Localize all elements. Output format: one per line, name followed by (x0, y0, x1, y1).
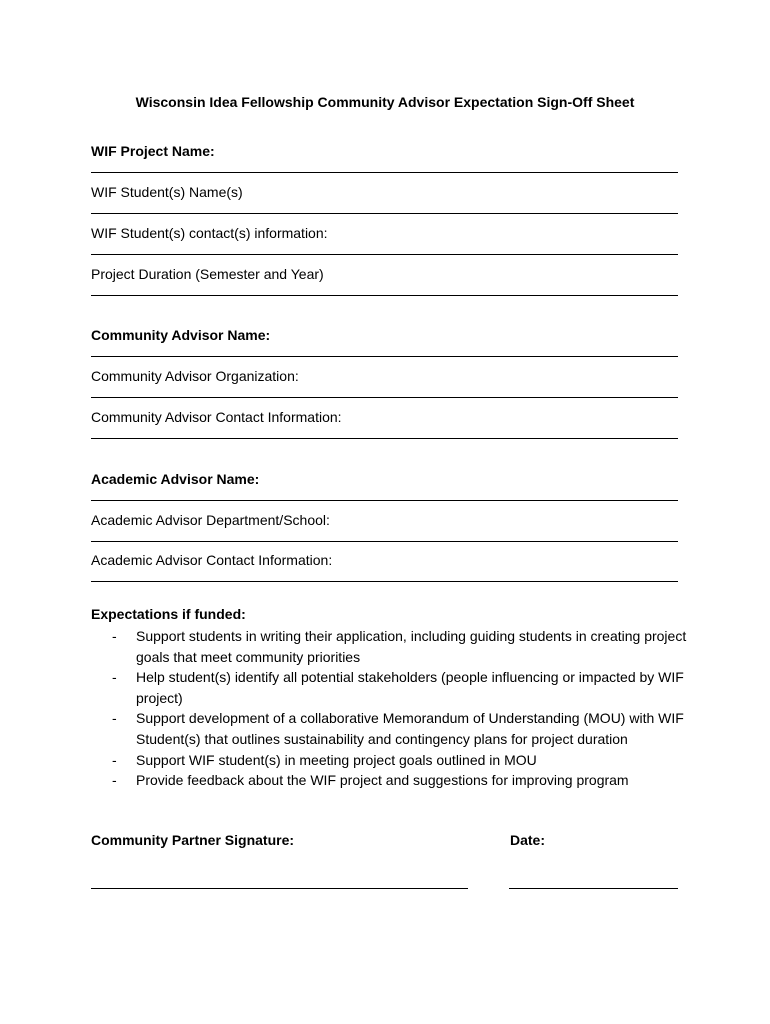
bullet-dash: - (112, 669, 117, 686)
expectation-text: Support development of a collaborative Memorandum of Understanding (MOU) with WIF Student(s) that outlines sustainability and contingency plans for project duration (136, 710, 684, 747)
academic-advisor-contact-label: Academic Advisor Contact Information: (91, 552, 333, 568)
student-contact-field[interactable] (91, 224, 678, 255)
academic-advisor-dept-label: Academic Advisor Department/School: (91, 512, 330, 528)
bullet-dash: - (112, 772, 117, 789)
project-name-field[interactable] (91, 142, 678, 173)
expectations-heading: Expectations if funded: (91, 606, 246, 622)
community-advisor-org-field[interactable] (91, 367, 678, 398)
project-duration-label: Project Duration (Semester and Year) (91, 266, 324, 282)
academic-advisor-dept-field[interactable] (91, 511, 678, 542)
partner-signature-label: Community Partner Signature: (91, 832, 295, 848)
expectation-item (91, 667, 691, 708)
academic-advisor-name-field[interactable] (91, 470, 678, 501)
expectations-list (91, 626, 691, 791)
community-advisor-contact-field[interactable] (91, 408, 678, 439)
expectation-item (91, 626, 691, 667)
expectation-item (91, 750, 691, 771)
date-label: Date: (510, 832, 546, 848)
student-names-field[interactable] (91, 183, 678, 214)
community-advisor-name-label: Community Advisor Name: (91, 327, 271, 343)
bullet-dash: - (112, 710, 117, 727)
community-advisor-org-label: Community Advisor Organization: (91, 368, 299, 384)
academic-advisor-name-label: Academic Advisor Name: (91, 471, 260, 487)
project-name-label: WIF Project Name: (91, 143, 215, 159)
expectation-item (91, 708, 691, 749)
community-advisor-name-field[interactable] (91, 326, 678, 357)
community-advisor-contact-label: Community Advisor Contact Information: (91, 409, 342, 425)
academic-advisor-contact-field[interactable] (91, 551, 678, 582)
expectation-text: Support WIF student(s) in meeting project goals outlined in MOU (136, 751, 537, 768)
project-duration-field[interactable] (91, 265, 678, 296)
student-contact-label: WIF Student(s) contact(s) information: (91, 225, 328, 241)
bullet-dash: - (112, 628, 117, 644)
expectation-item (91, 770, 691, 791)
document-title: Wisconsin Idea Fellowship Community Advisor Expectation Sign-Off Sheet (135, 94, 635, 110)
partner-signature-line[interactable] (91, 888, 468, 889)
expectation-text: Support students in writing their application, including guiding students in creating project goals that meet community priorities (136, 628, 687, 665)
student-names-label: WIF Student(s) Name(s) (91, 184, 243, 200)
expectation-text: Help student(s) identify all potential stakeholders (people influencing or impacted by WIF project) (136, 669, 684, 706)
bullet-dash: - (112, 751, 117, 768)
expectation-text: Provide feedback about the WIF project and suggestions for improving program (136, 772, 629, 789)
date-line[interactable] (509, 888, 678, 889)
